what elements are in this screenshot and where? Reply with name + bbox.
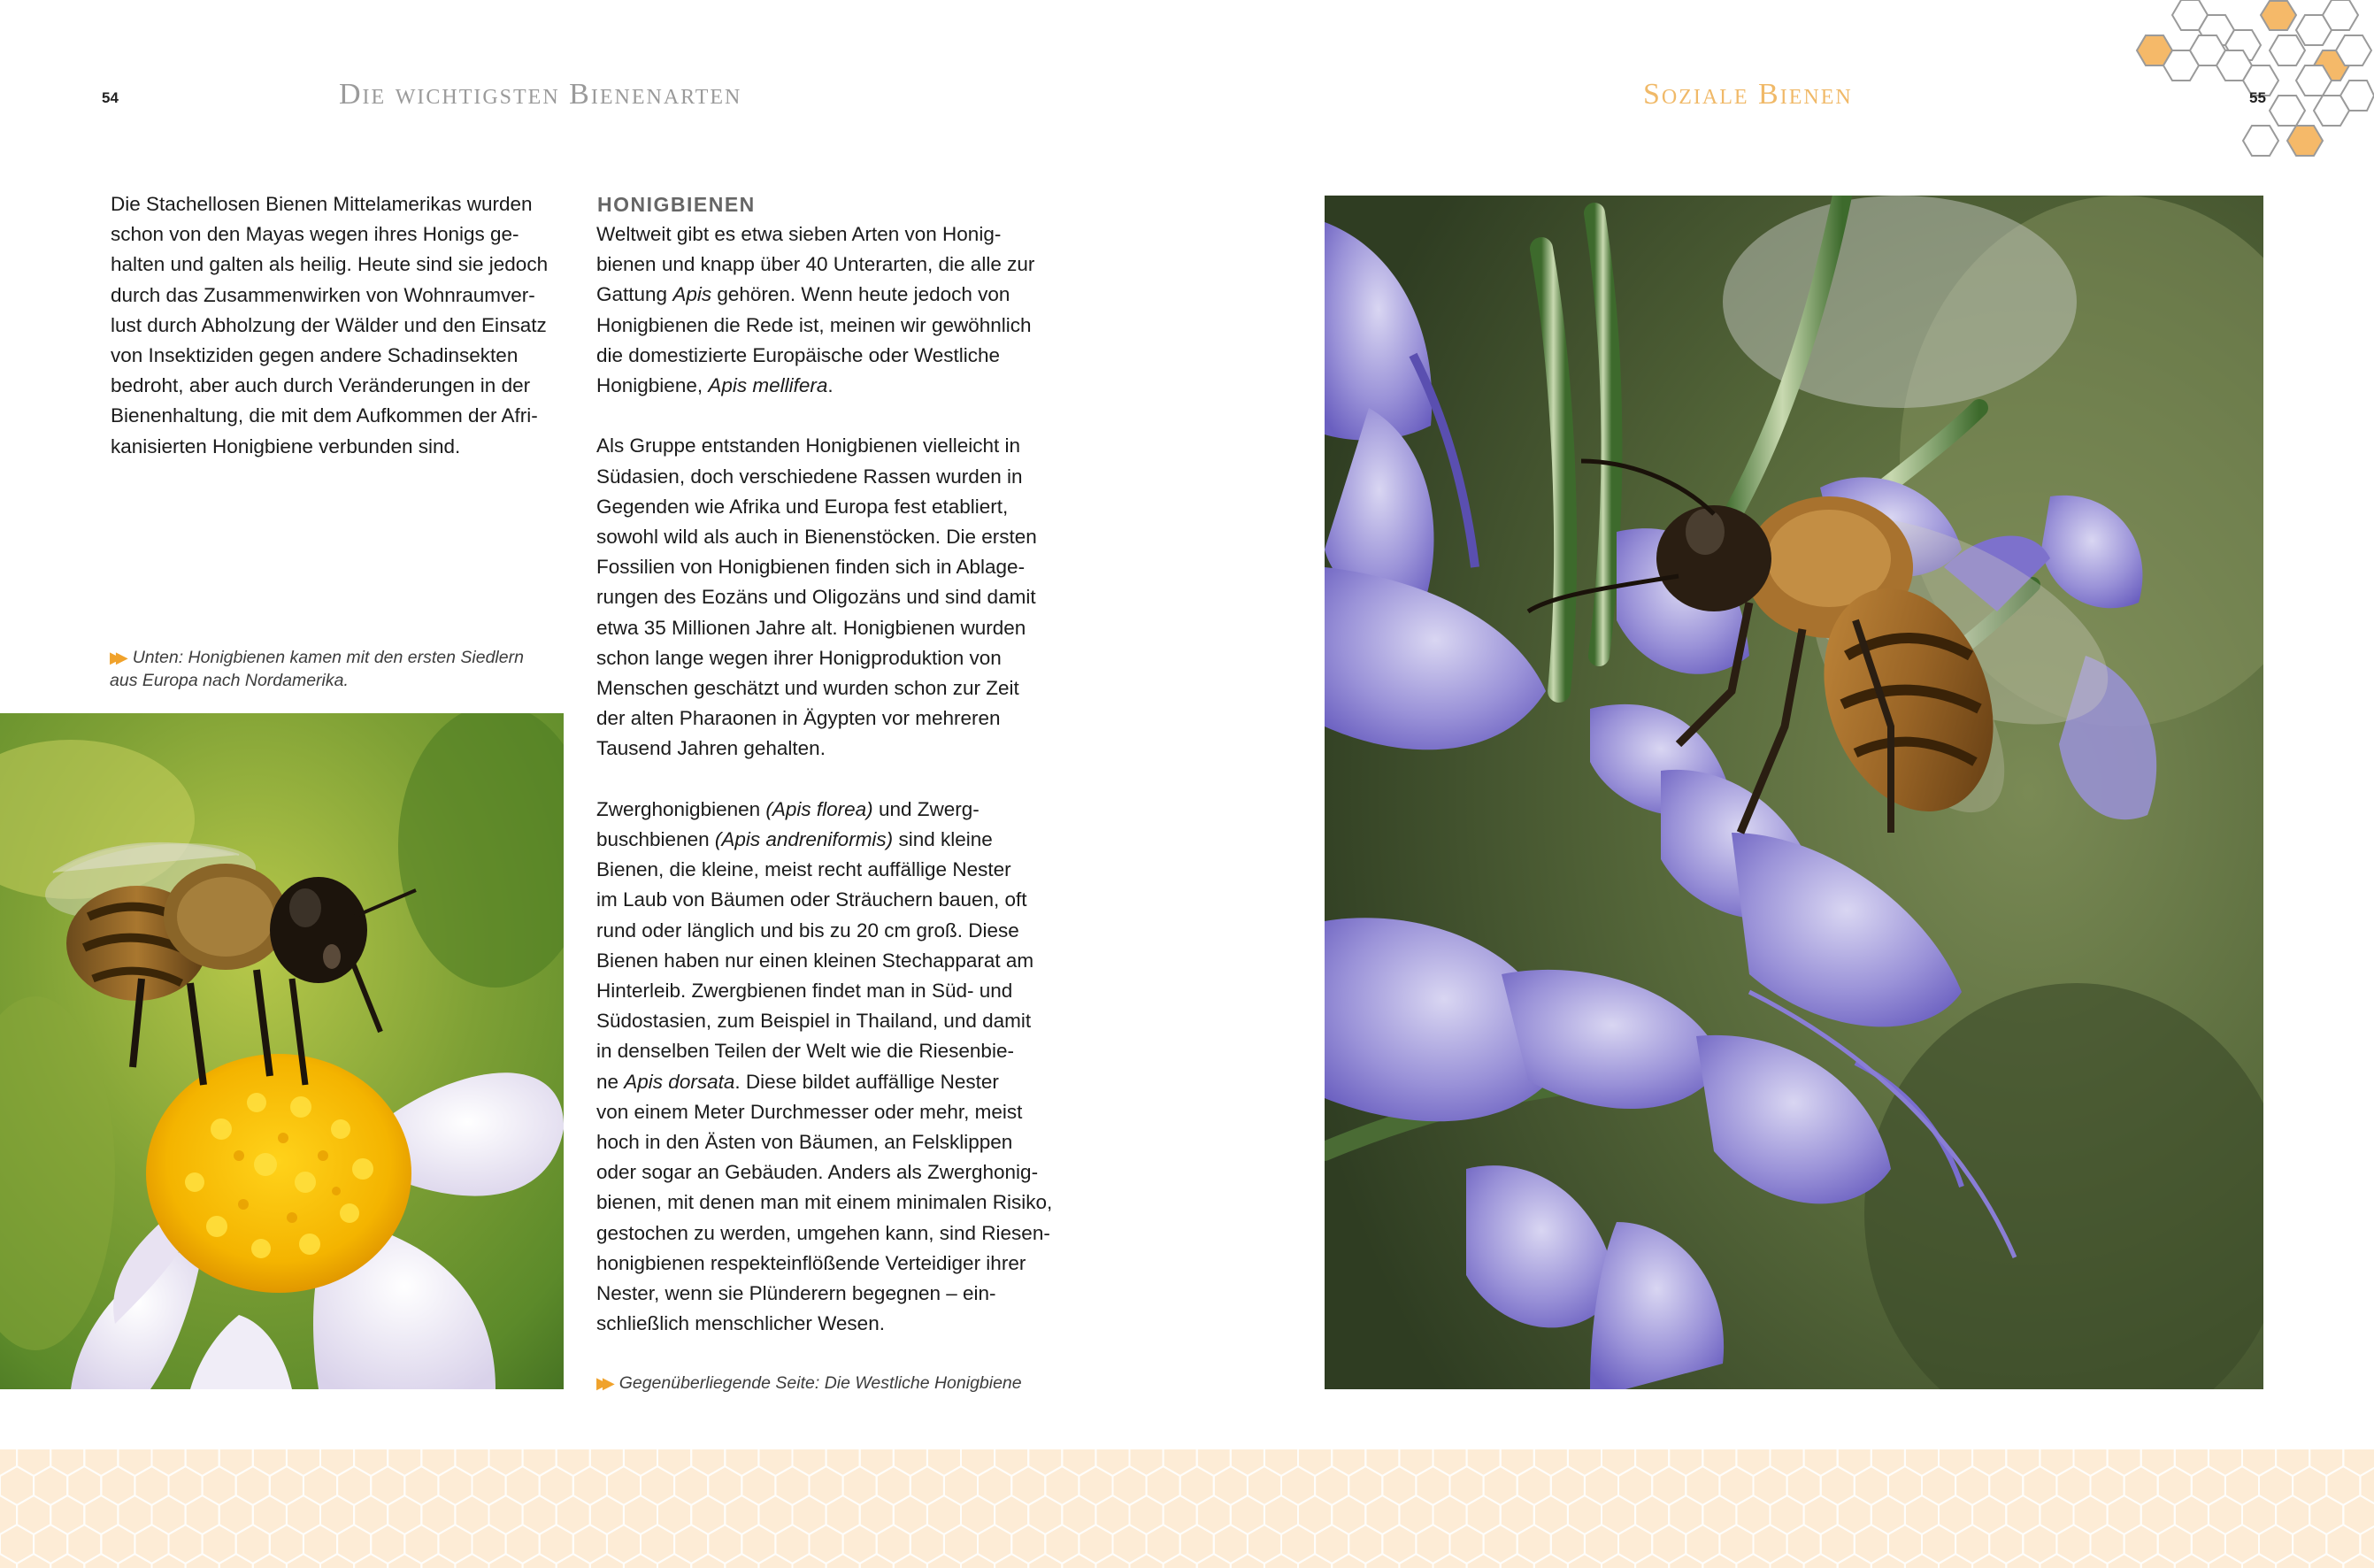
genus-apis: Apis [672, 283, 712, 306]
caption-bottom [596, 1372, 1092, 1395]
paragraph-3-text-e: sind kleine Bienen, die kleine, meist recht auffällige Nester im Laub von Bäumen oder Sträuchern bauen, oft rund oder länglich und bis zu 20 cm groß. Diese Bienen haben nur einen kleinen Stechapparat am Hinterleib. Zwergbienen findet man in Süd- und Südostasien, zum Beispiel in Thailand, und damit in denselben Teilen der Welt wie die Riesenbie- ne [596, 828, 1034, 1093]
paragraph-1-text-e: . [827, 374, 834, 397]
paragraph-1-text-c: gehören. Wenn heute jedoch von Honigbienen die Rede ist, meinen wir gewöhnlich die domestizierte Europäische oder Westliche Honigbiene, [596, 283, 1032, 397]
paragraph-3 [596, 795, 1074, 1340]
paragraph-3-text-c: und Zwerg- buschbienen [596, 797, 980, 851]
paragraph-3-text-a: Zwerghonigbienen [596, 797, 766, 820]
paragraph-1 [596, 219, 1074, 401]
bee-daisy-illustration [0, 713, 564, 1389]
paragraph-3-text-g: . Diese bildet auffällige Nester von einem Meter Durchmesser oder mehr, meist hoch in den Ästen von Bäumen, an Felsklippen oder sogar an Gebäuden. Anders als Zwerghonig- bienen, mit denen man mit einem minimalen Risiko, gestochen zu werden, umgehen kann, sind Riesen- honigbienen respekteinflößende Verteidiger ihrer Nester, wenn sie Plünderern begegnen – ein- schließlich menschlicher Wesen. [596, 1070, 1053, 1335]
caption-left-text: Unten: Honigbienen kamen mit den ersten Siedlern aus Europa nach Nordamerika. [110, 648, 524, 690]
species-apis-mellifera: Apis mellifera [708, 374, 828, 397]
photo-bee-on-daisy [0, 713, 564, 1389]
bee-rosemary-illustration [1325, 196, 2263, 1389]
honeycomb-ornament-icon [2124, 0, 2374, 164]
paragraph-2: Als Gruppe entstanden Honigbienen vielleicht in Südasien, doch verschiedene Rassen wurden in Gegenden wie Afrika und Europa fest etabliert, sowohl wild als auch in Bienenstöcken. Die ersten Fossilien von Honigbienen finden sich in Ablage- rungen des Eozäns und Oligozäns und sind damit etwa 35 Millionen Jahre alt. Honigbienen wurden schon lange wegen ihrer Honigproduktion von Menschen geschätzt und wurden schon zur Zeit der alten Pharaonen in Ägypten vor mehreren Tausend Jahren gehalten. [596, 434, 1037, 760]
running-head-right: Soziale Bienen [1643, 78, 1853, 111]
caption-arrow-icon: ▶▶ [110, 649, 122, 666]
paragraph-1-text-a: Weltweit gibt es etwa sieben Arten von Honig- bienen und knapp über 40 Unterarten, die alle zur Gattung [596, 223, 1035, 306]
caption-left [110, 646, 588, 692]
section-heading-honigbienen: HONIGBIENEN [597, 193, 756, 216]
caption-arrow-icon: ▶▶ [596, 1374, 609, 1392]
running-head-left: Die wichtigsten Bienenarten [339, 78, 742, 111]
intro-paragraph: Die Stachellosen Bienen Mittelamerikas wurden schon von den Mayas wegen ihres Honigs ge- halten und galten als heilig. Heute sind sie jedoch durch das Zusammenwirken von Wohnraumver- lust durch Abholzung der Wälder und den Einsatz von Insektiziden gegen andere Schadinsekten bedroht, aber auch durch Veränderungen in der Bienenhaltung, die mit dem Aufkommen der Afri- kanisierten Honigbiene verbunden sind. [111, 193, 549, 457]
species-apis-florea: (Apis florea) [765, 797, 873, 820]
intro-text [111, 189, 571, 462]
page-number-right: 55 [2249, 89, 2266, 106]
caption-bottom-text: Gegenüberliegende Seite: Die Westliche Honigbiene [618, 1373, 1022, 1393]
photo-bee-on-rosemary [1325, 196, 2263, 1389]
species-apis-andreniformis: (Apis andreniformis) [714, 828, 894, 851]
species-apis-dorsata: Apis dorsata [624, 1070, 735, 1093]
honeycomb-footer-band [0, 1449, 2374, 1568]
page-number-left: 54 [102, 89, 119, 106]
column-honigbienen [596, 219, 1074, 1339]
